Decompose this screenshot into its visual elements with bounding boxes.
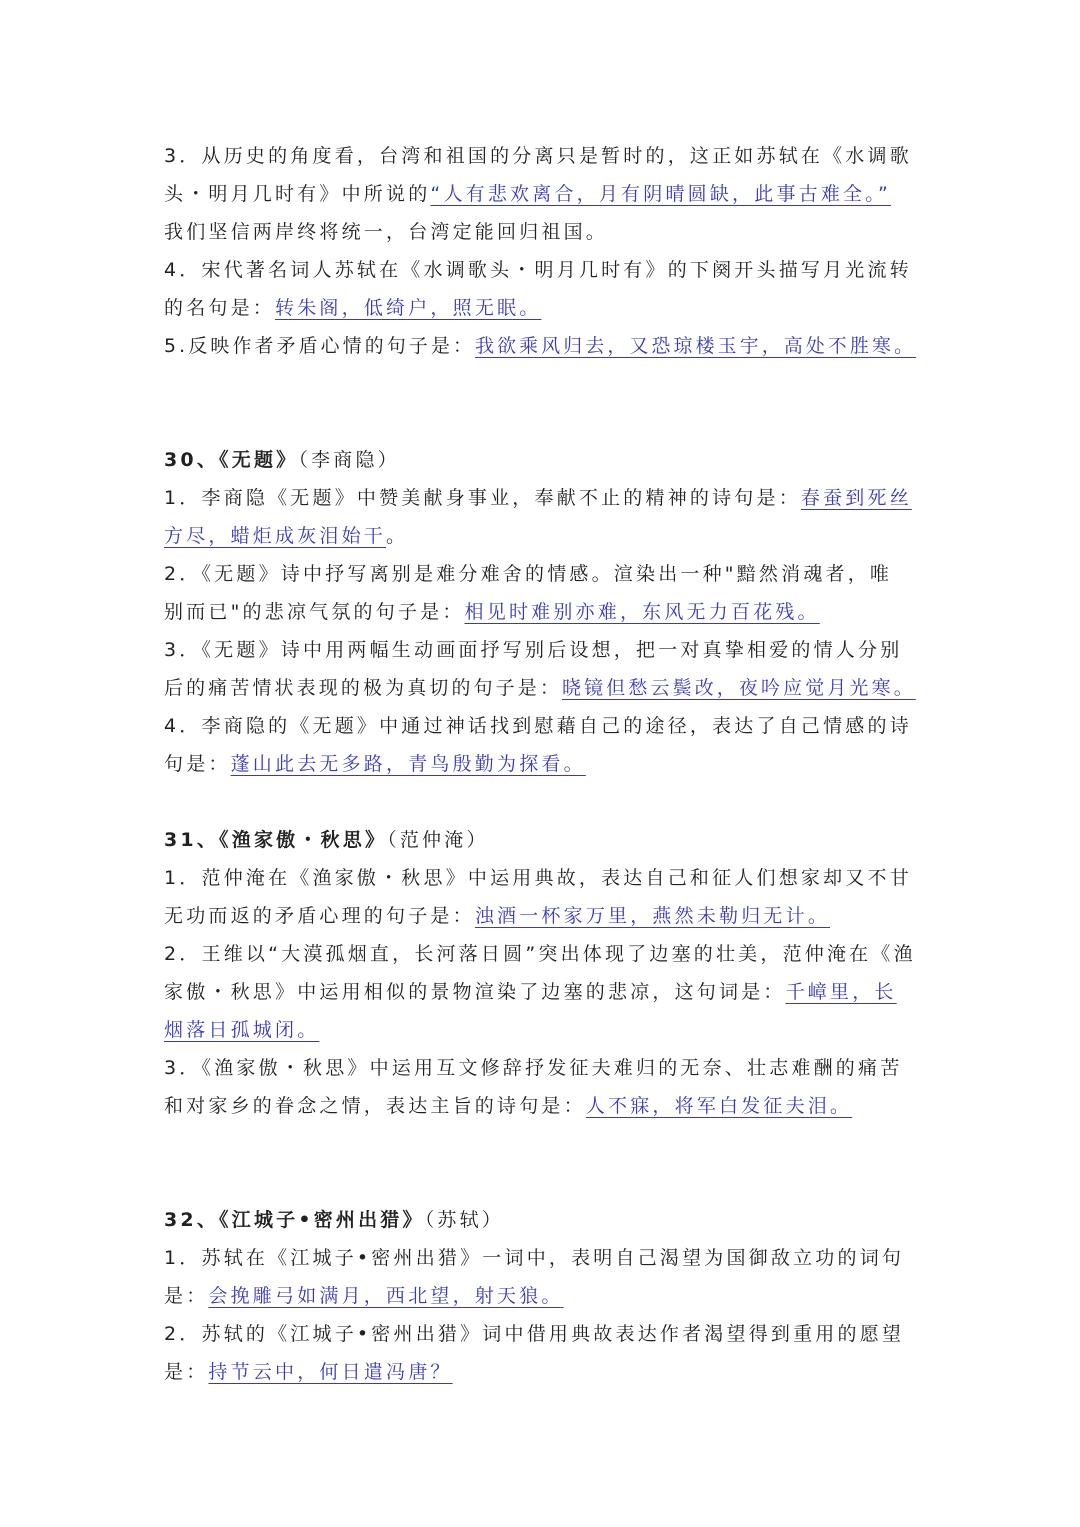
- text-line: 家傲・秋思》中运用相似的景物渲染了边塞的悲凉，这句词是：千嶂里，长: [164, 981, 897, 1003]
- text-line: 5.反映作者矛盾心情的句子是：我欲乘风归去，又恐琼楼玉宇，高处不胜寒。: [164, 335, 917, 357]
- text-line: 别而已"的悲凉气氛的句子是：相见时难别亦难，东风无力百花残。: [164, 601, 820, 623]
- text-line: 是：持节云中，何日遣冯唐？: [164, 1361, 453, 1383]
- text-line: 无功而返的矛盾心理的句子是：浊酒一杯家万里，燕然未勒归无计。: [164, 905, 831, 927]
- text-line: 和对家乡的眷念之情，表达主旨的诗句是：人不寐，将军白发征夫泪。: [164, 1095, 853, 1117]
- text-line: 1．苏轼在《江城子•密州出猎》一词中，表明自己渴望为国御敌立功的词句: [164, 1247, 905, 1269]
- text-line: 3．《无题》诗中用两幅生动画面抒写别后设想，把一对真挚相爱的情人分别: [164, 639, 903, 661]
- text-line: 方尽，蜡炬成灰泪始干。: [164, 525, 409, 547]
- answer-text: 蓬山此去无多路，青鸟殷勤为探看。: [230, 753, 586, 775]
- text-line: 句是：蓬山此去无多路，青鸟殷勤为探看。: [164, 753, 586, 775]
- answer-text: 千嶂里，长: [785, 981, 897, 1003]
- answer-text: 人不寐，将军白发征夫泪。: [585, 1095, 853, 1117]
- answer-text: “人有悲欢离合，月有阴晴圆缺，此事古难全。”: [430, 183, 891, 205]
- text-line: 2．《无题》诗中抒写离别是难分难舍的情感。渲染出一种"黯然消魂者，唯: [164, 563, 893, 585]
- text-line: 4．李商隐的《无题》中通过神话找到慰藉自己的途径，表达了自己情感的诗: [164, 715, 912, 737]
- text-line: 3．《渔家傲・秋思》中运用互文修辞抒发征夫难归的无奈、壮志难酬的痛苦: [164, 1057, 903, 1079]
- answer-text: 烟落日孤城闭。: [164, 1019, 320, 1041]
- text-line: [164, 1017, 319, 1043]
- poem-title: 《无题》: [219, 449, 299, 471]
- text-line: 2．王维以“大漠孤烟直，长河落日圆”突出体现了边塞的壮美，范仲淹在《渔: [164, 943, 916, 965]
- poem-title: 《渔家傲・秋思》: [219, 829, 388, 851]
- text-line: 后的痛苦情状表现的极为真切的句子是：晓镜但愁云鬓改，夜吟应觉月光寒。: [164, 677, 916, 699]
- text-line: 3．从历史的角度看，台湾和祖国的分离只是暂时的，这正如苏轼在《水调歌: [164, 145, 912, 167]
- poem-author: （范仲淹）: [387, 829, 489, 851]
- section-heading: 31、《渔家傲・秋思》（范仲淹）: [164, 829, 489, 851]
- answer-text: 晓镜但愁云鬓改，夜吟应觉月光寒。: [562, 677, 916, 699]
- answer-text: 我欲乘风归去，又恐琼楼玉宇，高处不胜寒。: [475, 335, 917, 357]
- text-line: 1．范仲淹在《渔家傲・秋思》中运用典故，表达自己和征人们想家却又不甘: [164, 867, 912, 889]
- answer-text: 持节云中，何日遣冯唐？: [208, 1361, 453, 1383]
- answer-text: 方尽，蜡炬成灰泪始干: [164, 525, 387, 547]
- answer-text: 浊酒一杯家万里，燕然未勒归无计。: [474, 905, 831, 927]
- text-line: 的名句是：转朱阁，低绮户，照无眠。: [164, 297, 542, 319]
- section-heading: 32、《江城子•密州出猎》（苏轼）: [164, 1209, 505, 1231]
- answer-text: 春蚕到死丝: [800, 487, 912, 509]
- text-line: 是：会挽雕弓如满月，西北望，射天狼。: [164, 1285, 564, 1307]
- answer-text: 会挽雕弓如满月，西北望，射天狼。: [208, 1285, 564, 1307]
- text-line: 我们坚信两岸终将统一，台湾定能回归祖国。: [164, 221, 609, 243]
- answer-text: 转朱阁，低绮户，照无眠。: [275, 297, 542, 319]
- poem-title: 《江城子•密州出猎》: [219, 1209, 425, 1231]
- text-line: 1．李商隐《无题》中赞美献身事业，奉献不止的精神的诗句是：春蚕到死丝: [164, 487, 912, 509]
- text-line: 2．苏轼的《江城子•密州出猎》词中借用典故表达作者渴望得到重用的愿望: [164, 1323, 905, 1345]
- text-line: 头・明月几时有》中所说的“人有悲欢离合，月有阴晴圆缺，此事古难全。”: [164, 183, 891, 205]
- answer-text: 相见时难别亦难，东风无力百花残。: [464, 601, 820, 623]
- section-heading: 30、《无题》（李商隐）: [164, 449, 400, 471]
- poem-author: （苏轼）: [424, 1209, 505, 1231]
- text-line: 4．宋代著名词人苏轼在《水调歌头・明月几时有》的下阕开头描写月光流转: [164, 259, 912, 281]
- poem-author: （李商隐）: [298, 449, 400, 471]
